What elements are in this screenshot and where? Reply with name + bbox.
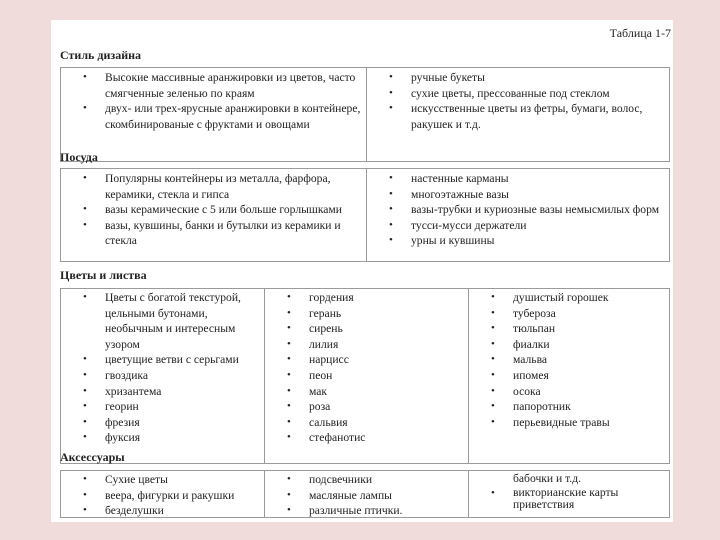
list-item: • гордения	[265, 290, 468, 306]
list-item: • сальвия	[265, 415, 468, 431]
list-item: • безделушки	[61, 503, 264, 519]
list-item: бабочки и т.д.	[513, 472, 581, 485]
table-caption: Таблица 1-7	[609, 26, 671, 40]
list-item: • веера, фигурки и ракушки	[61, 488, 264, 504]
list-item: • тюльпан	[469, 321, 669, 337]
list-item: • папоротник	[469, 399, 669, 415]
list-item: • тубероза	[469, 306, 669, 322]
section-title-accessories: Аксессуары	[60, 450, 125, 464]
list-item: • мальва	[469, 352, 669, 368]
list-item: • Цветы с богатой текстурой, цельными бутонами, необычным и интересным узором	[61, 290, 264, 352]
list-item: • вазы керамические с 5 или больше горлышками	[61, 202, 366, 218]
column-left	[61, 68, 366, 161]
list-item: • Сухие цветы	[61, 472, 264, 488]
list-item: • урны и кувшины	[367, 233, 669, 249]
column-right	[468, 289, 669, 463]
document-page	[51, 20, 673, 522]
list-item: • стефанотис	[265, 430, 468, 446]
section-title-design-style: Стиль дизайна	[60, 48, 142, 62]
section-title-flowers-foliage: Цветы и листва	[60, 268, 147, 282]
list-item: • ручные букеты	[367, 70, 669, 86]
list-item: • фрезия	[61, 415, 264, 431]
column-right	[468, 471, 669, 517]
list-item: • многоэтажные вазы	[367, 187, 669, 203]
column-middle	[264, 289, 468, 463]
list-item: • искусственные цветы из фетры, бумаги, волос, ракушек и т.д.	[367, 101, 669, 132]
list-item: • георин	[61, 399, 264, 415]
list-item: • масляные лампы	[265, 488, 468, 504]
list-item: • цветущие ветви с серьгами	[61, 352, 264, 368]
column-right	[366, 169, 669, 261]
list-item: • хризантема	[61, 384, 264, 400]
list-item: • фуксия	[61, 430, 264, 446]
section-box-accessories	[60, 470, 670, 518]
column-left	[61, 169, 366, 261]
list-item: • роза	[265, 399, 468, 415]
column-middle	[264, 471, 468, 517]
list-item: • вазы, кувшины, банки и бутылки из керамики и стекла	[61, 218, 366, 249]
list-item: • подсвечники	[265, 472, 468, 488]
list-item: • перьевидные травы	[469, 415, 669, 431]
list-item: • нарцисс	[265, 352, 468, 368]
list-item: • сухие цветы, прессованные под стеклом	[367, 86, 669, 102]
column-right	[366, 68, 669, 161]
list-item: • фиалки	[469, 337, 669, 353]
list-item: • гвоздика	[61, 368, 264, 384]
section-box-dishware	[60, 168, 670, 262]
list-item: • двух- или трех-ярусные аранжировки в контейнере, скомбинированые с фруктами и овощами	[61, 101, 366, 132]
list-item: • тусси-мусси держатели	[367, 218, 669, 234]
list-item: • сирень	[265, 321, 468, 337]
list-item: • вазы-трубки и куриозные вазы немысмилых форм	[367, 202, 669, 218]
list-item: • ипомея	[469, 368, 669, 384]
list-item: • пеон	[265, 368, 468, 384]
list-item: • настенные карманы	[367, 171, 669, 187]
column-left	[61, 289, 264, 463]
section-box-flowers-foliage	[60, 288, 670, 464]
section-box-design-style	[60, 67, 670, 162]
list-item: • Популярны контейнеры из металла, фарфора, керамики, стекла и гипса	[61, 171, 366, 202]
list-item: • душистый горошек	[469, 290, 669, 306]
list-item: • осока	[469, 384, 669, 400]
list-item: • Высокие массивные аранжировки из цветов, часто смягченные зеленью по краям	[61, 70, 366, 101]
section-title-dishware: Посуда	[60, 150, 98, 164]
list-item: • мак	[265, 384, 468, 400]
list-item: • викторианские карты приветствия	[469, 487, 669, 512]
list-item: • лилия	[265, 337, 468, 353]
column-left	[61, 471, 264, 517]
list-item: • различные птички.	[265, 503, 468, 519]
list-item: • герань	[265, 306, 468, 322]
